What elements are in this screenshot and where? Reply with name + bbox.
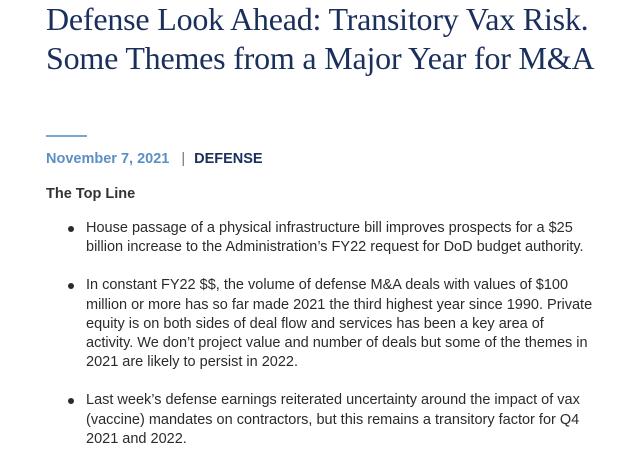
publish-date: November 7, 2021: [46, 151, 170, 167]
list-item: [0, 219, 629, 257]
top-line-bullet-list: [0, 219, 629, 468]
category-link[interactable]: DEFENSE: [194, 151, 263, 167]
bullet-text: House passage of a physical infrastructure bill improves prospects for a $25 billion increase to the Administration’s FY22 request for DoD budget authority.: [86, 220, 584, 256]
section-heading: The Top Line: [46, 186, 136, 202]
meta-separator: |: [181, 151, 186, 167]
bullet-dot-icon: [68, 398, 74, 404]
bullet-dot-icon: [68, 283, 74, 289]
title-accent-rule: [46, 135, 87, 137]
bullet-dot-icon: [68, 226, 74, 232]
list-item: [0, 391, 629, 449]
article-title: Defense Look Ahead: Transitory Vax Risk. Some Themes from a Major Year for M&A: [46, 1, 595, 76]
bullet-text: In constant FY22 $$, the volume of defense M&A deals with values of $100 million or more has so far made 2021 the third highest year since 1990. Private equity is on both sides of deal flow and services has been a key area of activity. We don’t project value and number of deals but some of the themes in 2021 are likely to persist in 2022.: [86, 277, 593, 371]
article-meta: [46, 150, 263, 168]
list-item: [0, 276, 629, 372]
bullet-text: Last week’s defense earnings reiterated uncertainty around the impact of vax (vaccine) mandates on contractors, but this remains a transitory factor for Q4 2021 and 2022.: [86, 392, 580, 447]
